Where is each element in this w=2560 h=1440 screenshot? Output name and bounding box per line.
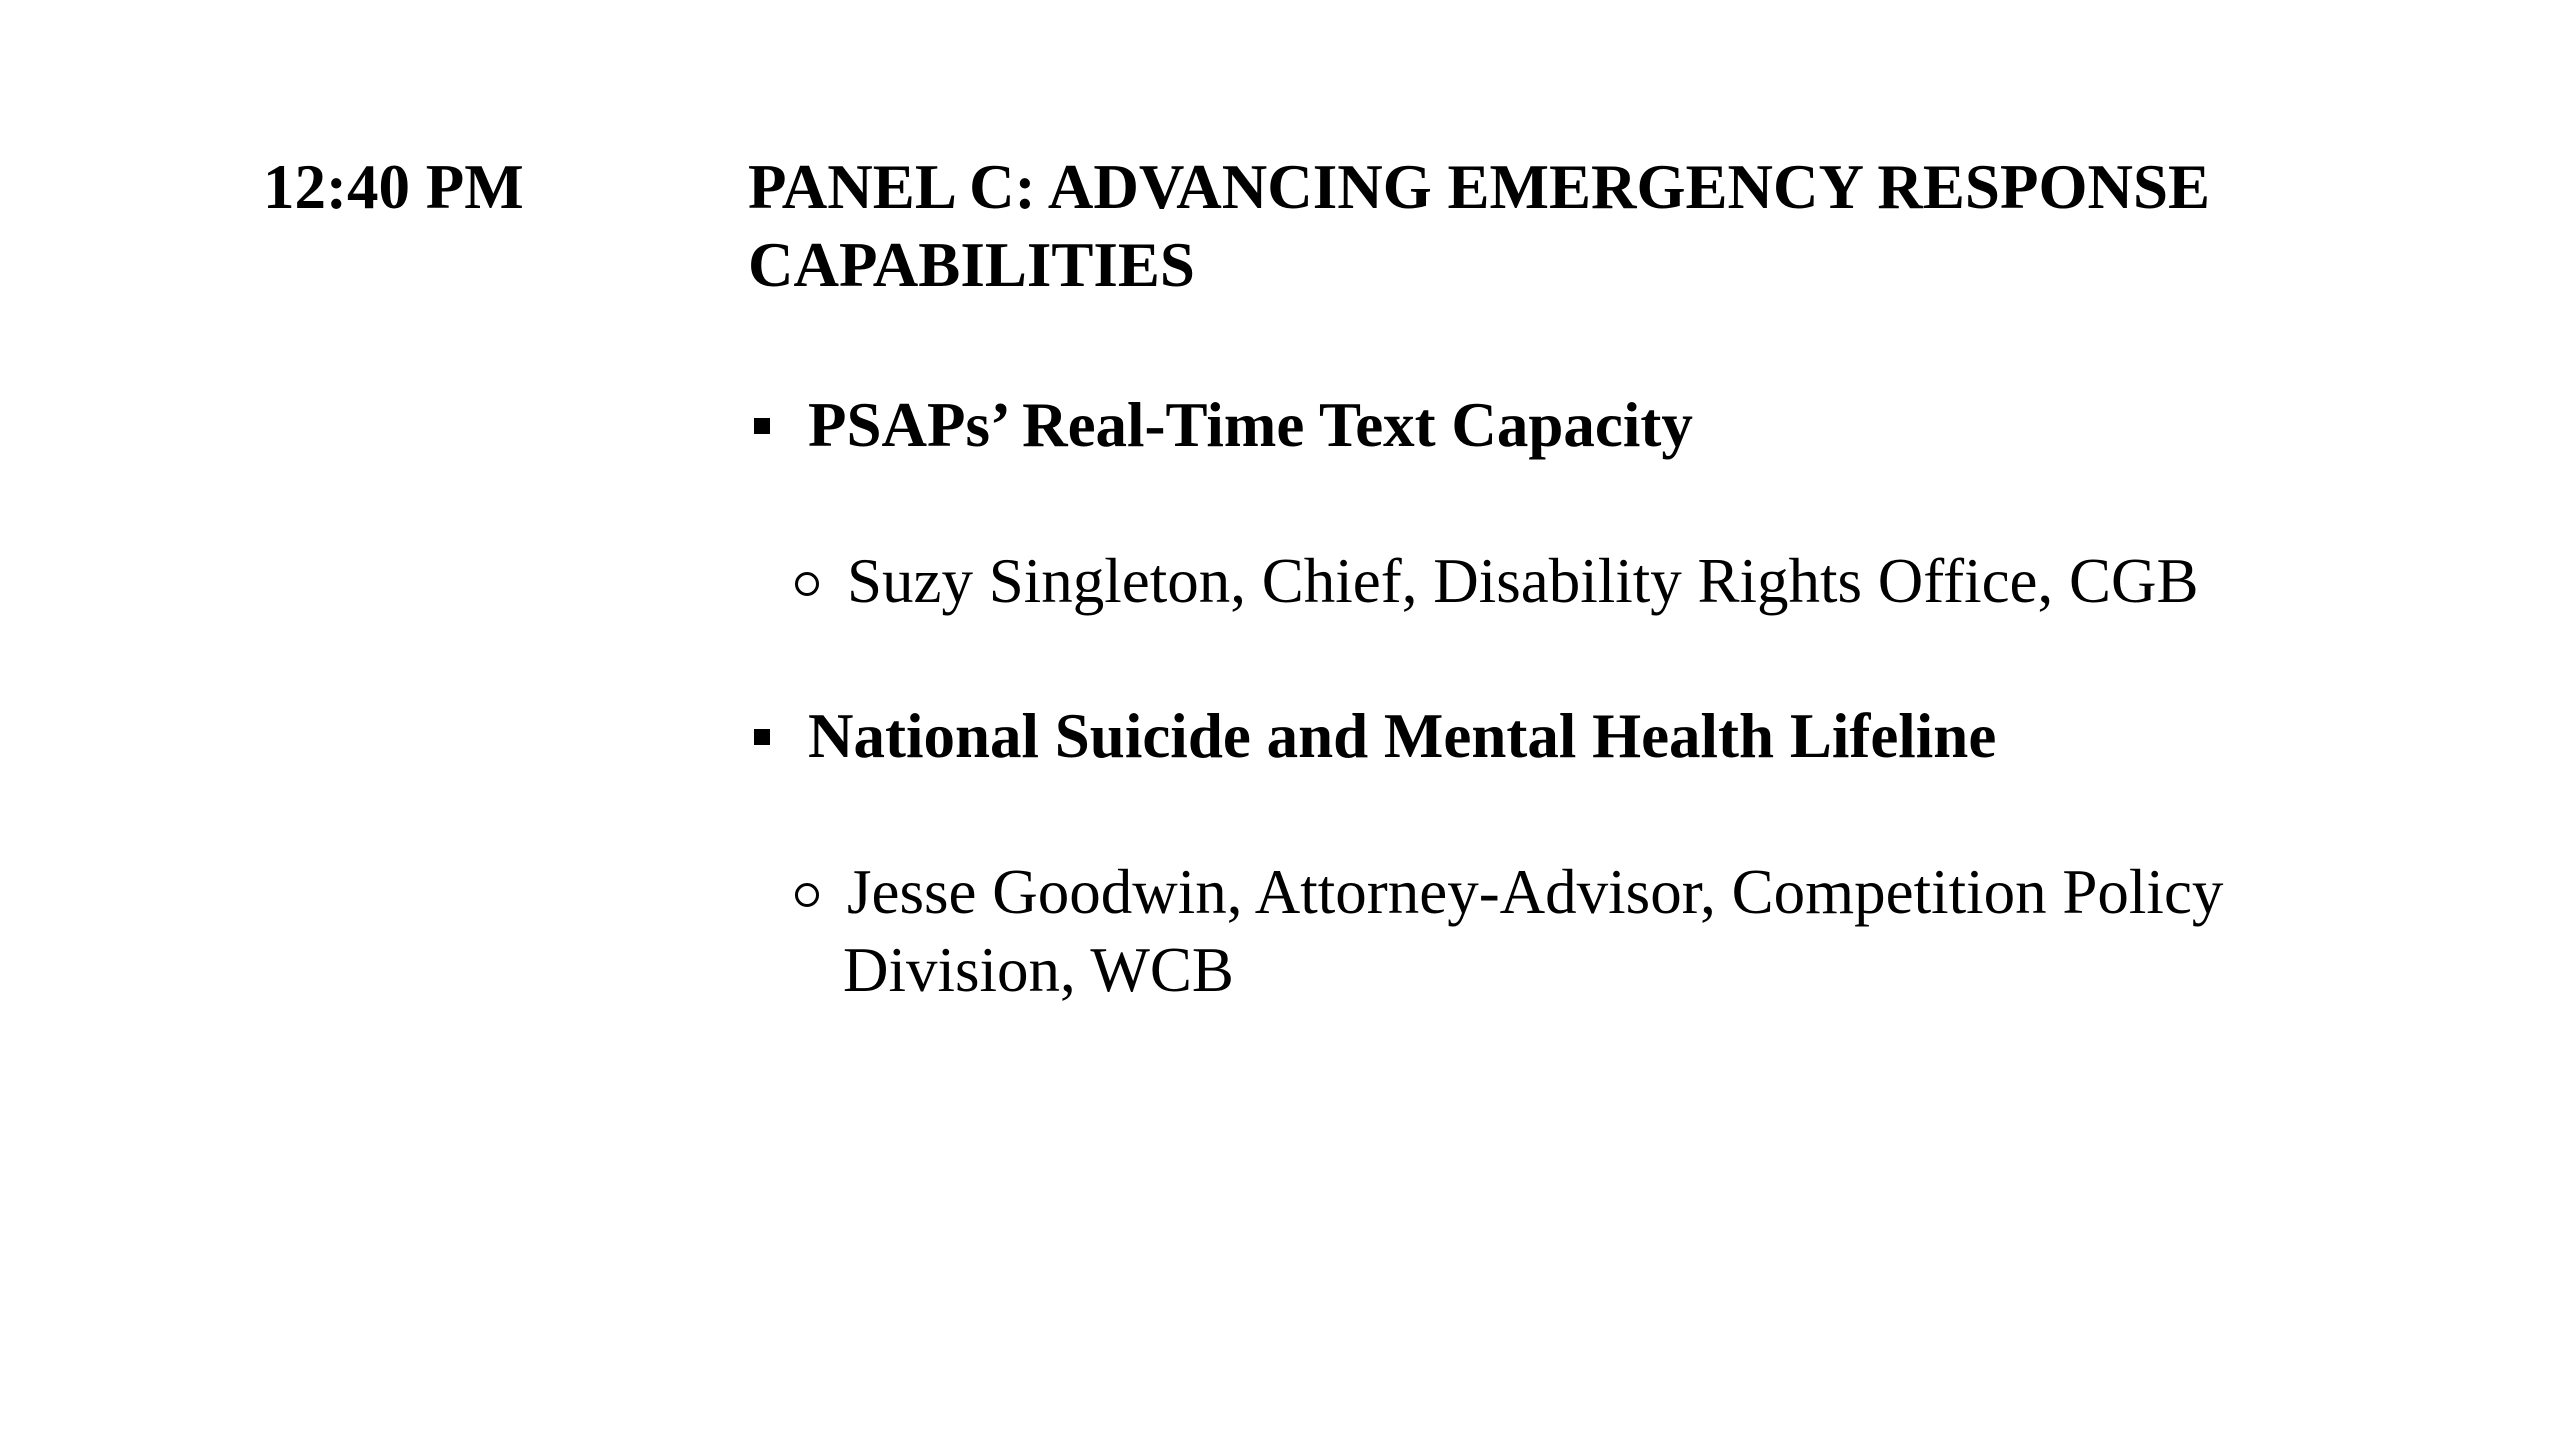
circle-bullet-icon: [795, 572, 819, 596]
topic-title: PSAPs’ Real-Time Text Capacity: [808, 390, 1693, 460]
circle-bullet-icon: [795, 883, 819, 907]
speaker-text: Suzy Singleton, Chief, Disability Rights Office, CGB: [847, 546, 2199, 616]
panel-title: PANEL C: ADVANCING EMERGENCY RESPONSE CAPABILITIES: [748, 152, 2211, 300]
speaker-item: [795, 853, 2315, 1009]
topic-item: [748, 697, 1996, 775]
topic-title: National Suicide and Mental Health Lifeline: [808, 701, 1997, 771]
topic-item: [748, 386, 1693, 464]
speaker-item: [795, 542, 2199, 620]
square-bullet-icon: [754, 418, 770, 434]
speaker-text: Jesse Goodwin, Attorney-Advisor, Competition Policy: [847, 857, 2224, 927]
session-time: 12:40 PM: [263, 152, 524, 222]
speaker-text-continuation: Division, WCB: [843, 935, 1234, 1005]
square-bullet-icon: [754, 729, 770, 745]
